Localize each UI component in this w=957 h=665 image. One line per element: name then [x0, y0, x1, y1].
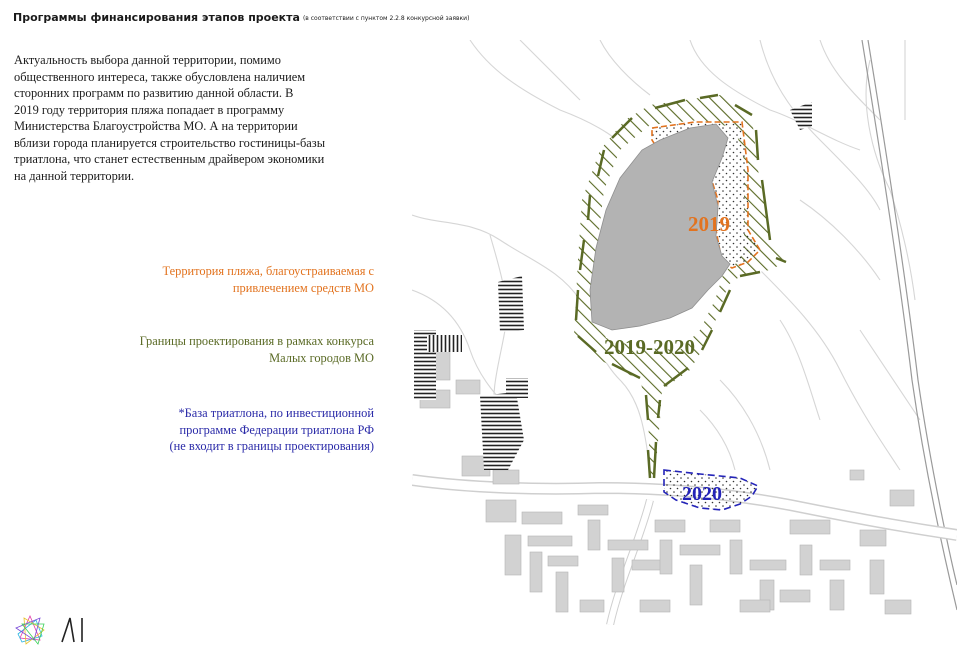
intro-line: Актуальность выбора данной территории, помимо — [14, 53, 281, 67]
page-title-text: Программы финансирования этапов проекта — [13, 11, 300, 24]
legend-line: (не входит в границы проектирования) — [169, 439, 374, 453]
page-title — [13, 11, 469, 24]
legend-line: программе Федерации триатлона РФ — [179, 422, 374, 437]
intro-line: на данной территории. — [14, 168, 135, 183]
legend-line: Границы проектирования в рамках конкурса — [139, 334, 374, 348]
site-map — [412, 40, 957, 625]
legend-beach-area — [163, 263, 374, 296]
page-subtitle: (в соответствии с пунктом 2.2.8 конкурсной заявки) — [302, 15, 470, 22]
label-2019-2020: 2019-2020 — [604, 335, 695, 359]
logo-mark-icon — [16, 616, 44, 644]
legend-triathlon-base — [170, 405, 375, 455]
legend-line: Территория пляжа, благоустраиваемая с — [162, 264, 374, 278]
intro-line: сторонних программ по развитию данной области. В — [14, 86, 294, 100]
intro-paragraph — [14, 52, 384, 184]
intro-line: вблизи города планируется строительство гостиницы-базы — [14, 135, 326, 150]
intro-line: Министерства Благоустройства МО. А на территории — [14, 119, 298, 133]
label-2019: 2019 — [688, 212, 730, 236]
logo — [14, 610, 104, 652]
intro-line: общественного интереса, также обусловлена наличием — [14, 69, 306, 84]
intro-line: триатлона, что станет естественным драйвером экономики — [14, 152, 325, 166]
label-2020: 2020 — [682, 483, 722, 505]
legend-design-borders — [140, 333, 374, 366]
legend-line: *База триатлона, по инвестиционной — [178, 406, 374, 420]
legend-line: привлечением средств МО — [232, 280, 374, 295]
intro-line: 2019 году территория пляжа попадает в программу — [14, 102, 285, 117]
logo-wordmark — [62, 618, 82, 642]
legend-line: Малых городов МО — [269, 350, 374, 365]
